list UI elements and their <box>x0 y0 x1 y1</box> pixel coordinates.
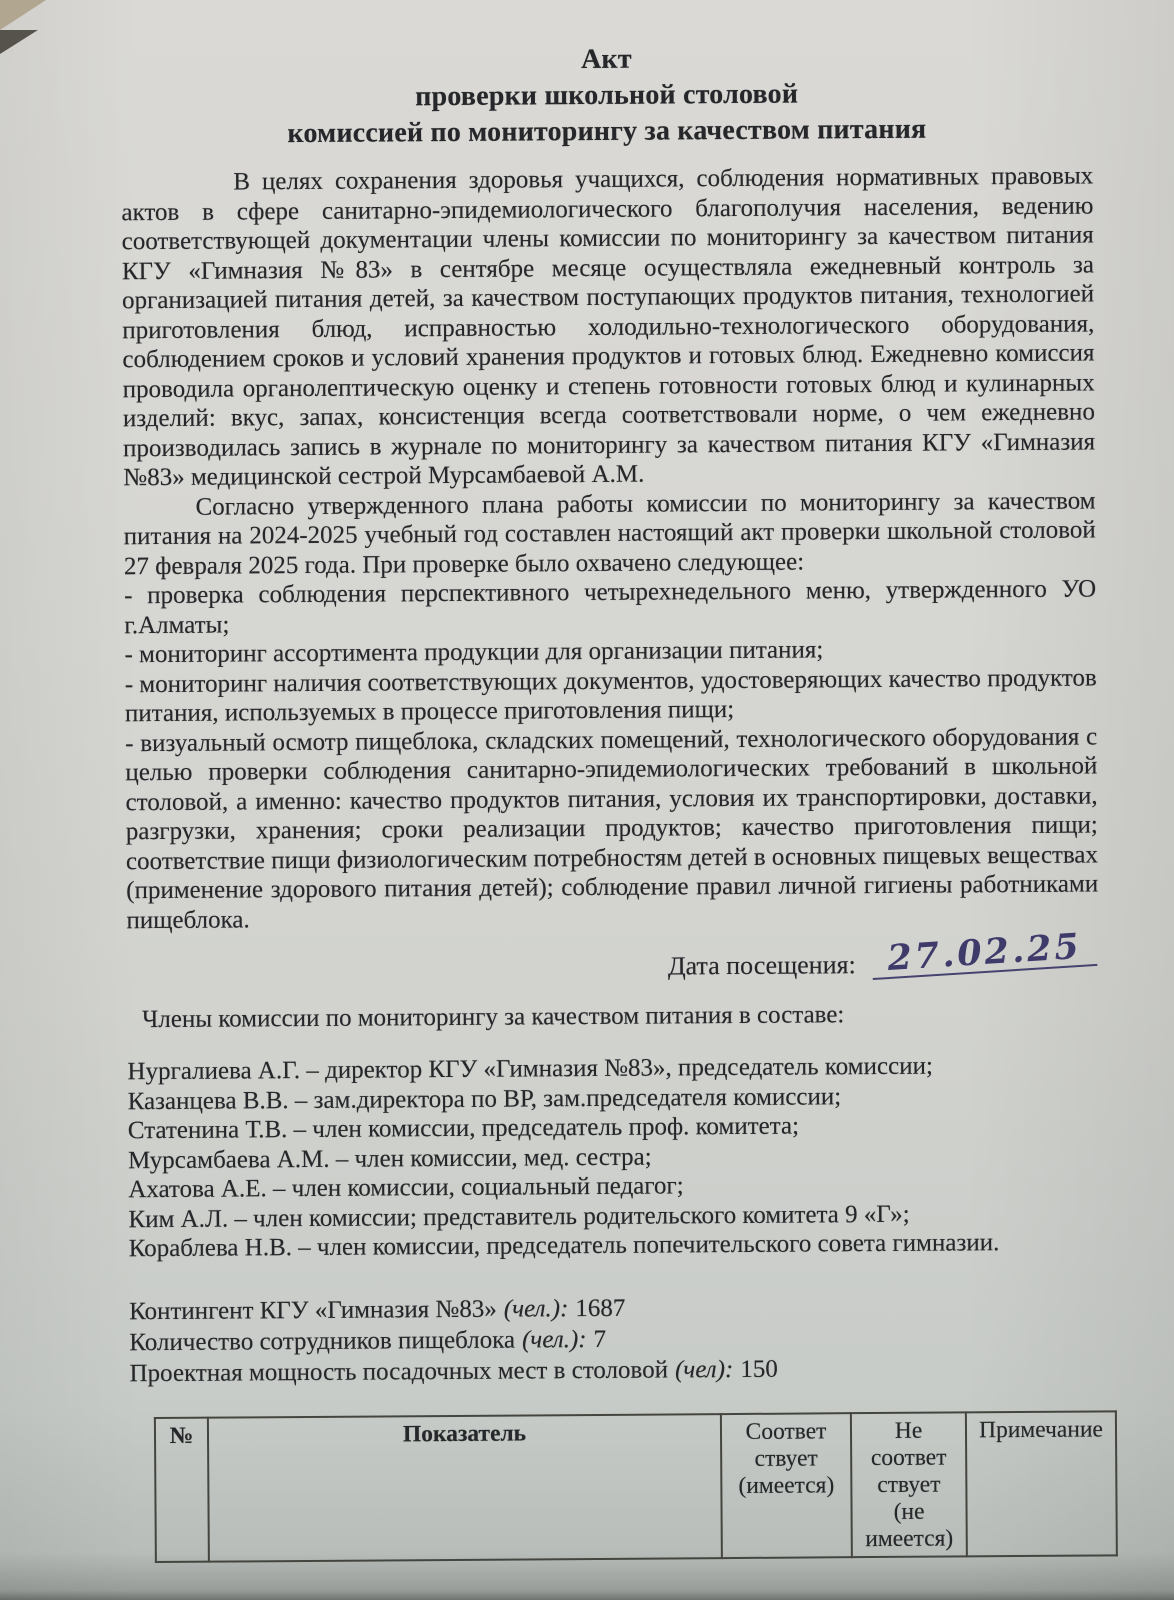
paragraph-plan: Согласно утвержденного плана работы комиссии по мониторингу за качеством питания на 2024-2025 учебный год составлен настоящий акт проверки школьной столовой 27 февраля 2025 года. При проверке было охвачено следующее: <box>123 486 1096 580</box>
table-header-not-complies: Не соответ ствует (не имеется) <box>851 1412 967 1557</box>
table-header-indicator: Показатель <box>208 1414 722 1562</box>
title-line-1: Акт <box>580 43 632 76</box>
commission-members-list <box>127 1050 1100 1263</box>
commission-member: Нургалиева А.Г. – директор КГУ «Гимназия №83», председатель комиссии; <box>127 1052 933 1086</box>
commission-member: Ким А.Л. – член комиссии; представитель родительского комитета 9 «Г»; <box>128 1200 910 1233</box>
stat-unit: (чел.): <box>503 1294 569 1323</box>
list-item: - мониторинг наличия соответствующих документов, удостоверяющих качество продуктов питания, используемых в процессе приготовления пищи; <box>124 663 1097 728</box>
table-header-complies: Соответ ствует (имеется) <box>721 1413 852 1558</box>
visit-date-row <box>127 925 1099 1001</box>
inspection-table <box>154 1410 1118 1563</box>
commission-member: Казанцева В.В. – зам.директора по ВР, зам.председателя комиссии; <box>127 1082 842 1115</box>
table-header-note: Примечание <box>966 1411 1117 1556</box>
title-line-2: проверки школьной столовой <box>415 78 799 113</box>
commission-member: Статенина Т.В. – член комиссии, председатель проф. комитета; <box>127 1112 800 1145</box>
stat-label: Контингент КГУ «Гимназия №83» <box>129 1295 497 1325</box>
commission-member: Кораблева Н.В. – член комиссии, председатель попечительского совета гимназии. <box>128 1229 1000 1263</box>
list-item: - проверка соблюдения перспективного четырехнедельного меню, утвержденного УО г.Алматы; <box>124 575 1097 639</box>
checked-items-list <box>124 574 1098 935</box>
members-intro: Члены комиссии по мониторингу за качеством питания в составе: <box>142 1001 845 1034</box>
visit-date-label: Дата посещения: <box>667 950 856 981</box>
stat-label: Количество сотрудников пищеблока <box>129 1326 516 1356</box>
list-item: - визуальный осмотр пищеблока, складских помещений, технологического оборудования с целью проверки соблюдения санитарно-эпидемиологических требований в школьной столовой, а именно: качество продуктов питания, условия их транспортировки, доставки, разгрузки, хранения; сроки реализации продуктов; качество приготовления пищи; соответствие пищи физиологическим потребностям детей в основных пищевых веществах (применение здорового питания детей); соблюдение правил личной гигиены работниками пищеблока. <box>125 722 1099 934</box>
stat-label: Проектная мощность посадочных мест в столовой <box>129 1355 669 1387</box>
visit-date-handwritten-value: 27.02.25 <box>870 930 1096 980</box>
commission-member: Ахатова А.Е. – член комиссии, социальный педагог; <box>128 1172 684 1204</box>
title-line-3: комиссией по мониторингу за качеством питания <box>287 113 927 150</box>
document-title <box>120 38 1093 153</box>
stat-value: 150 <box>740 1355 778 1383</box>
table-header-number: № <box>155 1417 209 1561</box>
stat-value: 7 <box>593 1325 607 1353</box>
list-item: - мониторинг ассортимента продукции для организации питания; <box>124 636 824 669</box>
paragraph-intro: В целях сохранения здоровья учащихся, соблюдения нормативных правовых актов в сфере санитарно-эпидемиологического благополучия населения, ведению соответствующей документации члены комиссии по мониторингу за качеством питания КГУ «Гимназия №83» в сентябре месяце осуществляла ежедневный контроль за организацией питания детей, за качеством поступающих продуктов питания, технологией приготовления блюд, исправностью холодильно-технологического оборудования, соблюдением сроков и условий хранения продуктов и готовых блюд. Ежедневно комиссия проводила органолептическую оценку и степень готовности готовых блюд и кулинарных изделий: вкус, запах, консистенция всегда соответствовали норме, о чем ежедневно производилась запись в журнале по мониторингу за качеством питания КГУ «Гимназия №83» медицинской сестрой Мурсамбаевой А.М. <box>121 162 1096 492</box>
school-stats <box>129 1289 1102 1389</box>
stat-unit: (чел.): <box>521 1325 587 1353</box>
stat-unit: (чел): <box>674 1355 734 1383</box>
stat-seating-capacity <box>129 1351 1101 1389</box>
inspection-table-header-row <box>155 1411 1117 1562</box>
stat-value: 1687 <box>575 1294 626 1322</box>
commission-member: Мурсамбаева А.М. – член комиссии, мед. сестра; <box>127 1143 652 1174</box>
